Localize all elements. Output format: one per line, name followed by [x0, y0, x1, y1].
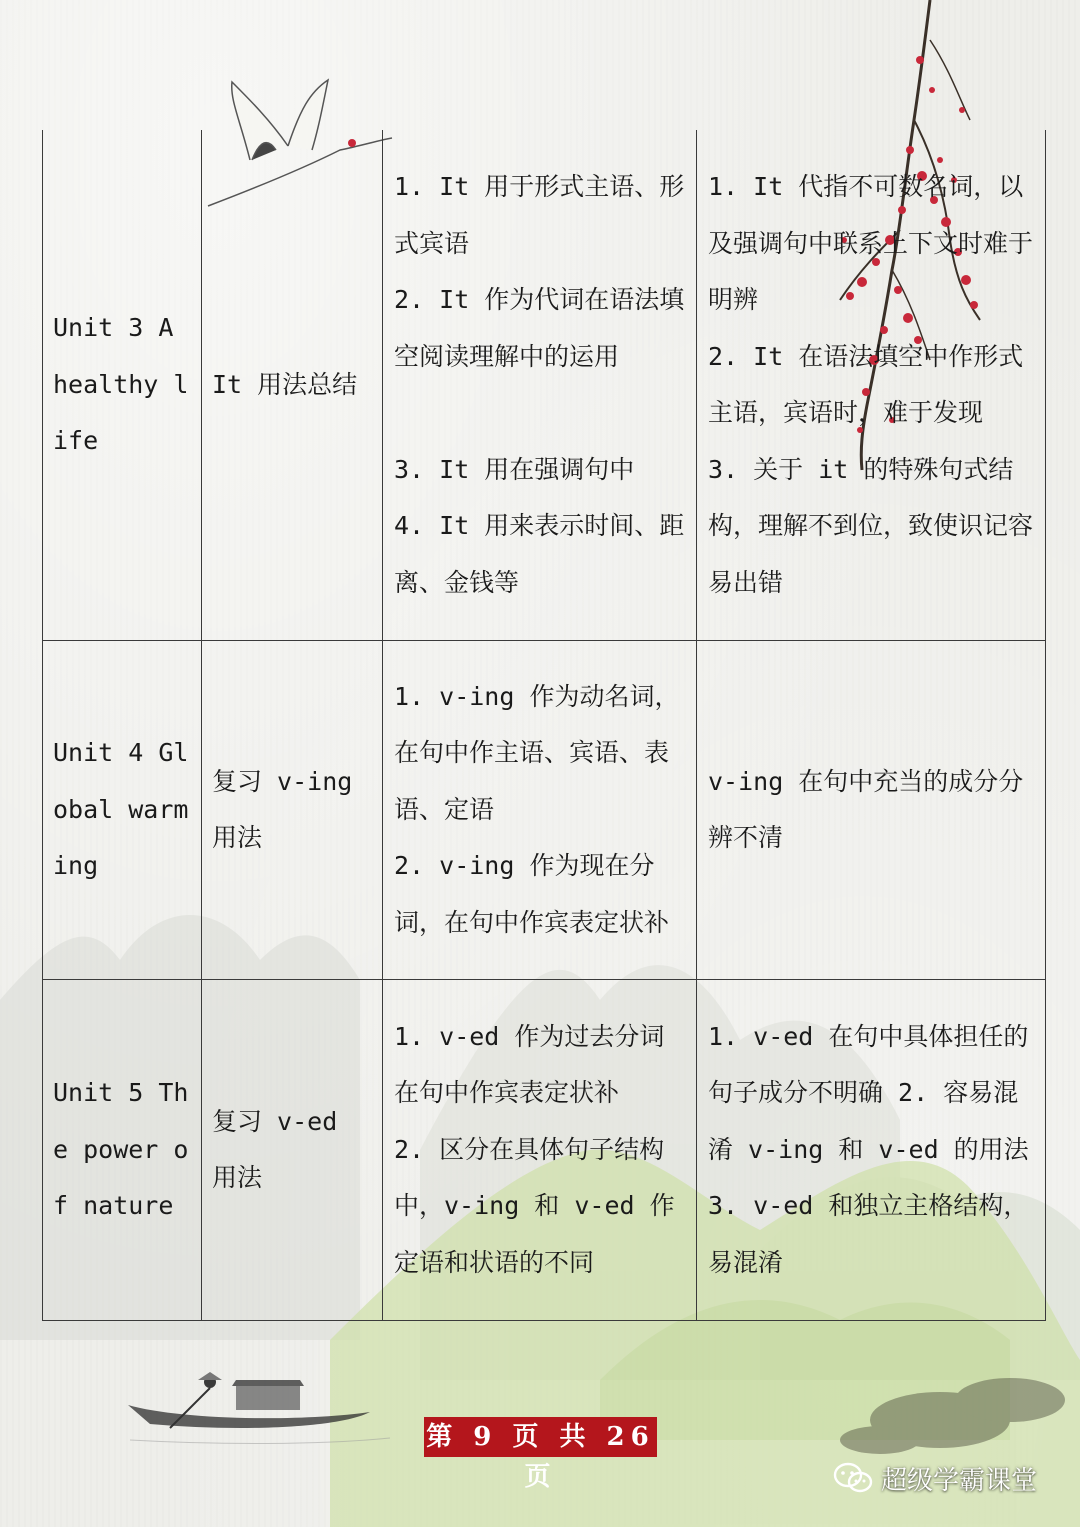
wechat-icon — [833, 1461, 873, 1495]
content-cell: 1. It 用于形式主语、形式宾语 2. It 作为代词在语法填空阅读理解中的运用 3. It 用在强调句中 4. It 用来表示时间、距离、金钱等 — [383, 130, 697, 641]
unit-cell: Unit 5 The power of nature — [43, 980, 202, 1321]
topic-cell: It 用法总结 — [202, 130, 383, 641]
table-row — [43, 641, 1046, 980]
difficulty-cell: 1. It 代指不可数名词，以及强调句中联系上下文时难于明辨 2. It 在语法填空中作形式主语，宾语时，难于发现 3. 关于 it 的特殊句式结构，理解不到位，致使识记容易出错 — [697, 130, 1046, 641]
difficulty-cell: 1. v-ed 在句中具体担任的句子成分不明确 2. 容易混淆 v-ing 和 v-ed 的用法 3. v-ed 和独立主格结构，易混淆 — [697, 980, 1046, 1321]
lesson-plan-table — [42, 130, 1046, 1321]
content-cell: 1. v-ing 作为动名词，在句中作主语、宾语、表语、定语 2. v-ing 作为现在分词，在句中作宾表定状补 — [383, 641, 697, 980]
table-row — [43, 130, 1046, 641]
topic-cell: 复习 v-ed 用法 — [202, 980, 383, 1321]
unit-cell: Unit 3 A healthy life — [43, 130, 202, 641]
content-cell: 1. v-ed 作为过去分词在句中作宾表定状补 2. 区分在具体句子结构中，v-ing 和 v-ed 作定语和状语的不同 — [383, 980, 697, 1321]
topic-cell: 复习 v-ing 用法 — [202, 641, 383, 980]
brand-name: 超级学霸课堂 — [881, 1465, 1038, 1496]
unit-cell: Unit 4 Global warming — [43, 641, 202, 980]
table-row — [43, 980, 1046, 1321]
brand-watermark — [833, 1456, 1037, 1500]
difficulty-cell: v-ing 在句中充当的成分分辨不清 — [697, 641, 1046, 980]
page-number-badge: 第 9 页 共 26 页 — [424, 1417, 657, 1457]
